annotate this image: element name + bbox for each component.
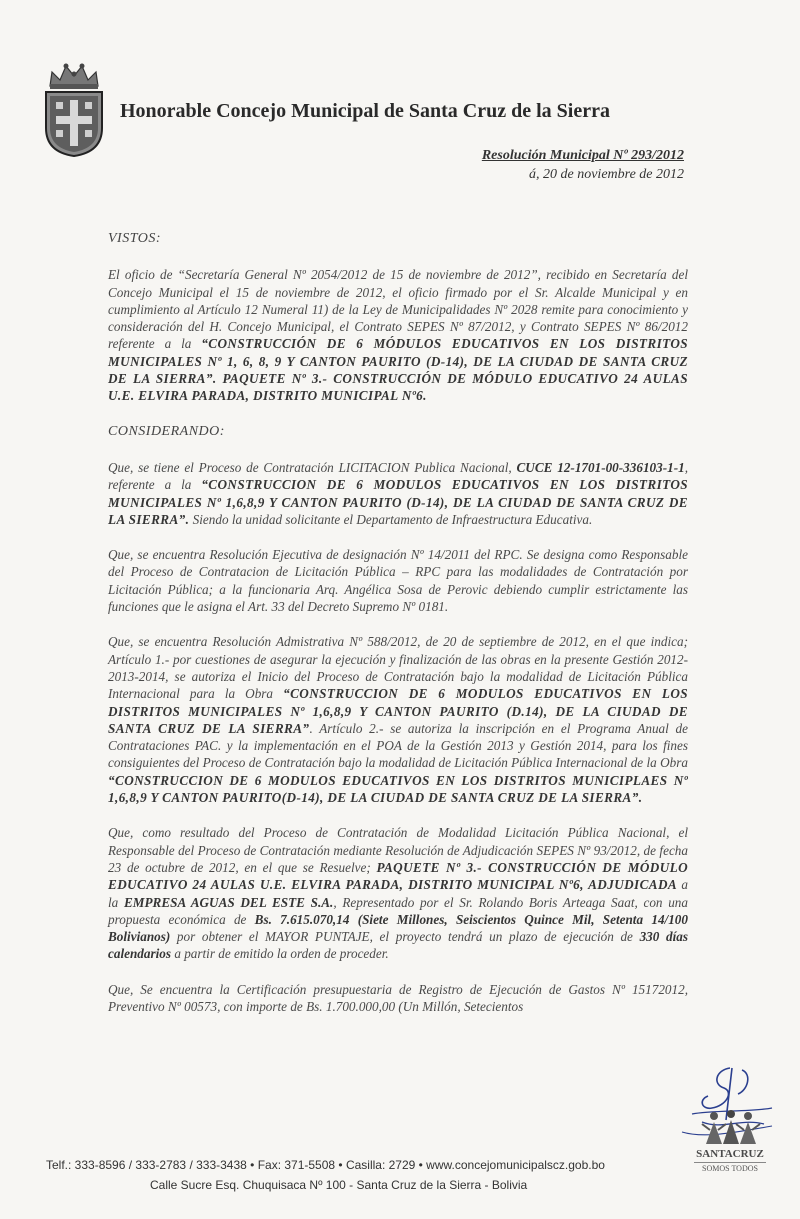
considerando-paragraph-5: Que, Se encuentra la Certificación presupuestaria de Registro de Ejecución de Gastos Nº 15172012, Preventivo Nº 00573, con importe de Bs. 1.700.000,00 (Un Millón, Setecientos [108, 981, 688, 1014]
c4-text-g: por obtener el MAYOR PUNTAJE, el proyecto tendrá un plazo de ejecución de [170, 929, 640, 945]
c3-text-c: . Artículo 2.- se autoriza la inscripción en el Programa Anual de Contrataciones PAC. y la implementación en el POA de la Gestión 2013 y Gestión 2014, para los fines consiguientes del Proceso de Contratación bajo la modalidad de Licitación Pública Internacional de la Obra [108, 720, 688, 771]
santa-cruz-logo-text: SANTACRUZ [696, 1148, 764, 1160]
c3-text-a: Que, se encuentra Resolución Admistrativa Nº 588/2012, de 20 de septiembre de 2012, en el que indica; Artículo 1.- por cuestiones de asegurar la ejecución y finalización de las obras en la presente Gestión 2012-2013-2014, se autoriza el Inicio del Proceso de Contratación bajo la modalidad de Licitación Pública Internacional para la Obra [108, 634, 688, 702]
organization-title: Honorable Concejo Municipal de Santa Cruz de la Sierra [120, 100, 610, 122]
considerando-paragraph-1 [108, 459, 688, 528]
resolution-header [482, 146, 684, 184]
considerando-paragraph-4 [108, 824, 688, 962]
vistos-heading: VISTOS: [108, 231, 162, 246]
c4-text-i: a partir de emitido la orden de proceder. [171, 946, 389, 962]
document-body [108, 230, 688, 1033]
considerando-heading: CONSIDERANDO: [108, 423, 225, 439]
considerando-paragraph-2: Que, se encuentra Resolución Ejecutiva de designación Nº 14/2011 del RPC. Se designa como Responsable del Proceso de Contratacion de Licitación Pública – RPC para las modalidades de Contratación por Licitación Pública; a la funcionaria Arq. Angélica Sosa de Perovic debiendo cumplir estrictamente las funciones que le asigna el Art. 33 del Decreto Supremo Nº 0181. [108, 547, 688, 615]
c1-text-c: , referente a la [108, 459, 688, 493]
c1-cuce: CUCE 12-1701-00-336103-1-1 [516, 459, 685, 475]
resolution-number: Resolución Municipal Nº 293/2012 [481, 148, 684, 163]
coat-of-arms-icon [42, 58, 106, 158]
c3-project-title-2: “CONSTRUCCION DE 6 MODULOS EDUCATIVOS EN LOS DISTRITOS MUNICIPLAES Nº 1,6,8,9 Y CANTON PAURITO(D-14), DE LA CIUDAD DE SANTA CRUZ DE LA SIERRA”. [108, 772, 688, 806]
c4-text-a: Que, como resultado del Proceso de Contratación de Modalidad Licitación Pública Nacional, el Responsable del Proceso de Contratación mediante Resolución de Adjudicación SEPES Nº 93/2012, de fecha 23 de octubre de 2012, en el que se Resuelve; [108, 825, 688, 875]
c4-amount: Bs. 7.615.070,14 (Siete Millones, Seiscientos Quince Mil, Setenta 14/100 Bolivianos) [108, 911, 688, 945]
santa-cruz-logo-subtitle: SOMOS TODOS [694, 1162, 766, 1173]
considerando-paragraph-3 [108, 633, 688, 806]
resolution-date: á, 20 de noviembre de 2012 [529, 167, 684, 182]
c4-duration: 330 días calendarios [108, 929, 688, 962]
c3-project-title-1: “CONSTRUCCION DE 6 MODULOS EDUCATIVOS EN LOS DISTRITOS MUNICIPALES Nº 1,6,8,9 Y CANTON PAURITO (D.14), DE LA CIUDAD DE SANTA CRUZ DE LA SIERRA” [108, 686, 688, 736]
santa-cruz-logo-icon [700, 1108, 762, 1146]
c4-text-e: , Representado por el Sr. Rolando Boris Arteaga Saat, con una propuesta económica de [108, 894, 688, 927]
c1-text-e: Siendo la unidad solicitante el Departamento de Infraestructura Educativa. [189, 511, 593, 527]
c1-text-a: Que, se tiene el Proceso de Contratación LICITACION Publica Nacional, [108, 459, 517, 475]
vistos-emphasis: “CONSTRUCCIÓN DE 6 MÓDULOS EDUCATIVOS EN LOS DISTRITOS MUNICIPALES Nº 1, 6, 8, 9 Y CANTON PAURITO (D-14), DE LA CIUDAD DE SANTA CRUZ DE LA SIERRA”. PAQUETE Nº 3.- CONSTRUCCIÓN DE MÓDULO EDUCATIVO 24 AULAS U.E. ELVIRA PARADA, DISTRITO MUNICIPAL Nº6. [108, 336, 688, 404]
c4-text-c: a la [108, 877, 689, 910]
footer-address: Calle Sucre Esq. Chuquisaca Nº 100 - Santa Cruz de la Sierra - Bolivia [150, 1178, 528, 1192]
vistos-text: El oficio de “Secretaría General Nº 2054/2012 de 15 de noviembre de 2012”, recibido en Secretaría del Concejo Municipal el 15 de noviembre de 2012, el oficio firmado por el Sr. Alcalde Municipal y en cumplimiento al Artículo 12 Numeral 11) de la Ley de Municipalidades Nº 2028 remite para conocimiento y consideración del H. Concejo Municipal, el Contrato SEPES Nº 87/2012, y Contrato SEPES Nº 86/2012 referente a la [108, 267, 688, 352]
vistos-paragraph [108, 266, 688, 404]
c4-company: EMPRESA AGUAS DEL ESTE S.A. [123, 894, 334, 910]
footer-contact: Telf.: 333-8596 / 333-2783 / 333-3438 • Fax: 371-5508 • Casilla: 2729 • www.concejomunicipalscz.gob.bo [46, 1158, 605, 1172]
c1-project-title: “CONSTRUCCION DE 6 MODULOS EDUCATIVOS EN LOS DISTRITOS MUNICIPALES Nº 1,6,8,9 Y CANTON PAURITO (D-14), DE LA CIUDAD DE SANTA CRUZ DE LA SIERRA”. [108, 477, 688, 527]
c4-package: PAQUETE Nº 3.- CONSTRUCCIÓN DE MÓDULO EDUCATIVO 24 AULAS U.E. ELVIRA PARADA, DISTRITO MUNICIPAL Nº6, ADJUDICADA [108, 859, 688, 893]
